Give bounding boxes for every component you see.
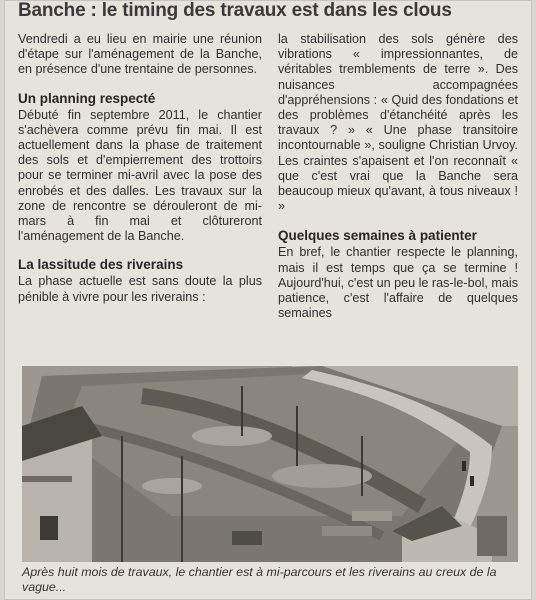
section-heading-planning: Un planning respecté: [18, 90, 156, 106]
article-headline: Banche : le timing des travaux est dans les clous: [18, 0, 452, 21]
planning-paragraph: Débuté fin septembre 2011, le chantier s'achèvera comme prévu fin mai. Il est actuellement dans la phase de traitement des sols et d'empierrement des trottoirs pour se terminer mi-avril avec la pose des enrobés et des dalles. Les travaux sur la zone de rencontre se dérouleront de mi-mars à fin mai et clôtureront l'aménagement de la Banche.: [18, 107, 262, 244]
article-column-right: [278, 32, 518, 321]
article-column-left: [18, 32, 262, 305]
intro-paragraph: Vendredi a eu lieu en mairie une réunion d'étape sur l'aménagement de la Banche, en présence d'une trentaine de personnes.: [18, 32, 262, 77]
section-heading-lassitude: La lassitude des riverains: [18, 257, 184, 273]
construction-site-photo: [22, 366, 518, 562]
lassitude-paragraph: La phase actuelle est sans doute la plus pénible à vivre pour les riverains :: [18, 274, 262, 304]
vibrations-paragraph: la stabilisation des sols génère des vibrations « impressionnantes, de véritables tremblements de terre ». Des nuisances accompagnées d'appréhensions : « Quid des fondations et des problèmes d'étanchéité après les travaux ? » « Une phase transitoire incontournable », souligne Christian Urvoy. Les craintes s'apaisent et l'on reconnaît « que c'est vrai que la Banche sera beaucoup mieux qu'avant, à tous niveaux ! »: [278, 32, 518, 214]
section-heading-patienter: Quelques semaines à patienter: [278, 228, 477, 244]
photo-caption: Après huit mois de travaux, le chantier est à mi-parcours et les riverains au creux de la vague...: [22, 565, 497, 594]
conclusion-paragraph: En bref, le chantier respecte le planning, mais il est temps que ça se termine ! Aujourd'hui, c'est un peu le ras-le-bol, mais patience, c'est l'affaire de quelques semaines: [278, 245, 519, 321]
